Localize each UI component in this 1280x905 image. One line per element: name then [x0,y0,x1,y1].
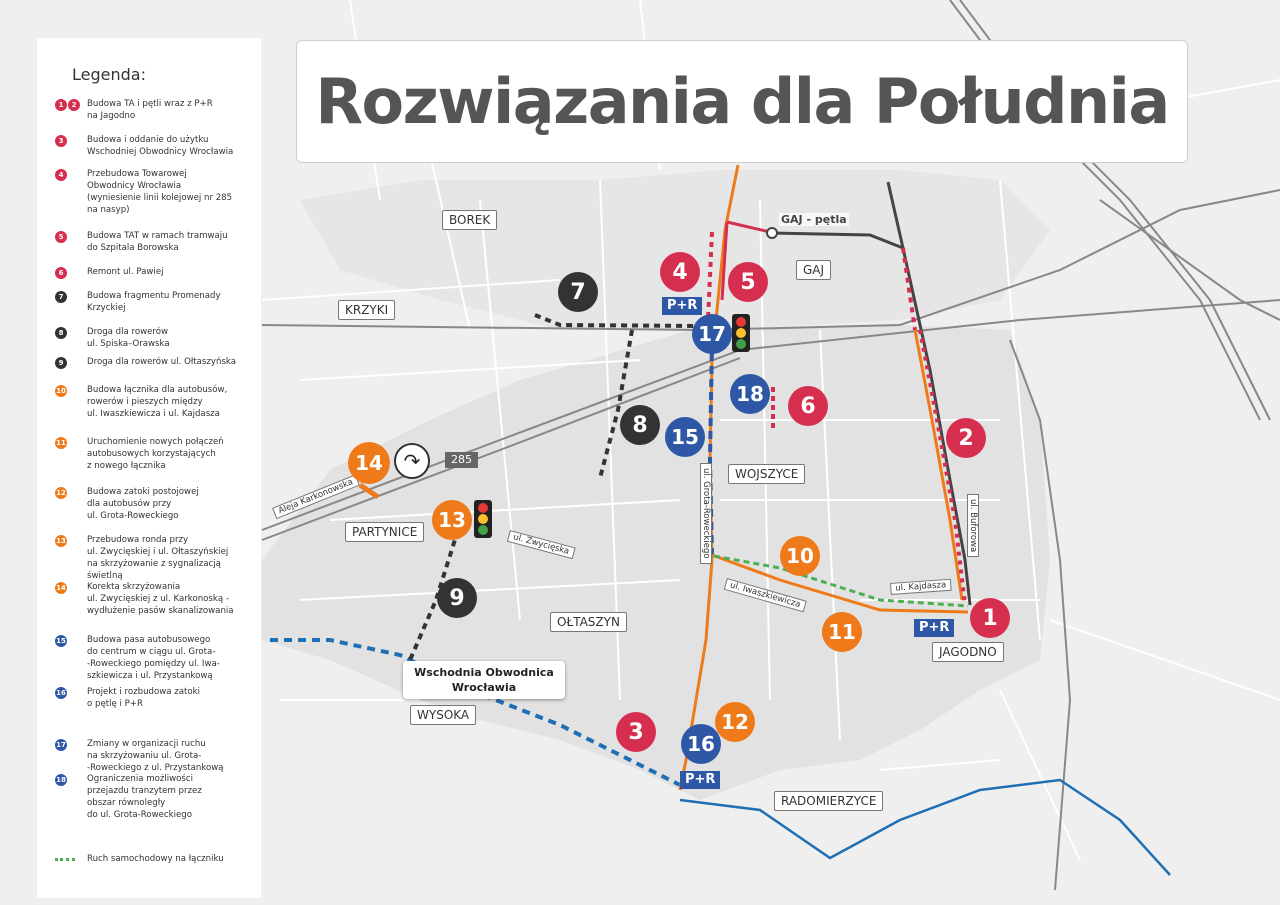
legend-badge-12: 12 [55,487,67,499]
legend-text: Przebudowa ronda przy ul. Zwycięskiej i ul. Ołtaszyńskiej na skrzyżowanie z sygnalizacją świetlną [87,535,229,581]
legend-text: Ograniczenia możliwości przejazdu tranzytem przez obszar równoległy do ul. Grota-Roweckiego [87,774,202,820]
legend-text: Budowa pasa autobusowego do centrum w ciągu ul. Grota- -Roweckiego pomiędzy ul. Iwa- szkiewicza i ul. Przystankową [87,635,220,681]
legend-badge-2: 2 [68,99,80,111]
marker-3: 3 [616,712,656,752]
marker-4: 4 [660,252,700,292]
street-grota: ul. Grota-Roweckiego [700,463,712,564]
place-borek: BOREK [442,210,497,230]
marker-13: 13 [432,500,472,540]
marker-12: 12 [715,702,755,742]
legend-text: Droga dla rowerów ul. Spiska–Orawska [87,327,170,349]
legend-badges [55,581,87,594]
legend-badge-16: 16 [55,687,67,699]
legend-badges [55,384,87,397]
place-radomierzyce: RADOMIERZYCE [774,791,883,811]
place-partynice: PARTYNICE [345,522,424,542]
legend-badges [55,326,87,339]
marker-10: 10 [780,536,820,576]
legend-item-7 [55,290,255,314]
legend-text: Budowa TAT w ramach tramwaju do Szpitala Borowska [87,231,228,253]
legend-badge-11: 11 [55,437,67,449]
legend-badge-9: 9 [55,357,67,369]
legend-badge-4: 4 [55,169,67,181]
marker-1: 1 [970,598,1010,638]
legend-badge-5: 5 [55,231,67,243]
pr-label-grota: P+R [680,771,720,789]
street-zwycieska: ul. Zwycięska [507,530,575,559]
legend-green-text: Ruch samochodowy na łączniku [87,854,224,864]
marker-15: 15 [665,417,705,457]
legend-text: Uruchomienie nowych połączeń autobusowych korzystających z nowego łącznika [87,437,224,471]
legend-item-8 [55,326,255,350]
legend-badges [55,356,87,369]
legend-text: Budowa zatoki postojowej dla autobusów przy ul. Grota-Roweckiego [87,487,199,521]
legend-badges [55,686,87,699]
legend-badges [55,738,87,751]
marker-18: 18 [730,374,770,414]
legend-panel [37,38,261,898]
legend-item-3 [55,134,255,158]
legend-item-15 [55,634,255,682]
legend-badge-15: 15 [55,635,67,647]
legend-text: Projekt i rozbudowa zatoki o pętlę i P+R [87,687,201,709]
legend-text: Droga dla rowerów ul. Ołtaszyńska [87,357,237,367]
title-box [296,40,1188,163]
legend-badges [55,534,87,547]
street-iwaszkiewicza: ul. Iwaszkiewicza [724,578,807,612]
legend-item-12 [55,486,255,522]
legend-badge-8: 8 [55,327,67,339]
green-dash-sample [55,858,75,861]
legend-badges [55,168,87,181]
legend-badges [55,266,87,279]
legend-item-18 [55,773,255,821]
legend-text: Zmiany w organizacji ruchu na skrzyżowaniu ul. Grota- -Roweckiego z ul. Przystankową [87,739,224,773]
legend-badges [55,486,87,499]
turn-right-icon: ↷ [394,443,430,479]
legend-badges [55,134,87,147]
street-karkonoska: Aleja Karkonowska [272,474,360,519]
legend-badge-14: 14 [55,582,67,594]
place-krzyki: KRZYKI [338,300,395,320]
legend-item-green-line [55,853,255,865]
road-number-badge: 285 [445,452,478,468]
marker-9: 9 [437,578,477,618]
legend-badges [55,98,87,111]
marker-14: 14 [348,442,390,484]
legend-text: Budowa fragmentu Promenady Krzyckiej [87,291,221,313]
legend-text: Budowa łącznika dla autobusów, rowerów i pieszych między ul. Iwaszkiewicza i ul. Kajdasza [87,385,228,419]
marker-2: 2 [946,418,986,458]
legend-title: Legenda: [72,65,146,84]
marker-17: 17 [692,314,732,354]
marker-6: 6 [788,386,828,426]
legend-badge-3: 3 [55,135,67,147]
legend-badge-7: 7 [55,291,67,303]
street-kajdasza: ul. Kajdasza [890,579,952,595]
legend-item-16 [55,686,255,710]
place-gaj: GAJ [796,260,831,280]
place-jagodno: JAGODNO [932,642,1004,662]
legend-badges [55,436,87,449]
legend-item-17 [55,738,255,774]
traffic-light-icon-17 [732,314,750,352]
legend-badge-17: 17 [55,739,67,751]
gaj-loop-label: GAJ - pętla [781,213,847,226]
wow-label [403,661,565,699]
legend-item-13 [55,534,255,582]
wow-label-text: Wschodnia Obwodnica Wrocławia [414,666,554,694]
place-oltaszyn: OŁTASZYN [550,612,627,632]
marker-11: 11 [822,612,862,652]
pr-label-gaj: P+R [662,297,702,315]
legend-badges [55,773,87,786]
legend-badge-1: 1 [55,99,67,111]
place-wysoka: WYSOKA [410,705,476,725]
marker-16: 16 [681,724,721,764]
legend-text: Budowa i oddanie do użytku Wschodniej Obwodnicy Wrocławia [87,135,234,157]
legend-badge-10: 10 [55,385,67,397]
legend-badge-6: 6 [55,267,67,279]
legend-badges [55,230,87,243]
legend-text: Budowa TA i pętli wraz z P+R na Jagodno [87,99,213,121]
marker-8: 8 [620,405,660,445]
pr-label-jagodno: P+R [914,619,954,637]
page-title: Rozwiązania dla Południa [315,65,1169,138]
street-buforowa: ul. Buforowa [967,494,979,557]
legend-text: Korekta skrzyżowania ul. Zwycięskiej z ul. Karkonoską - wydłużenie pasów skanalizowania [87,582,234,616]
legend-item-5 [55,230,255,254]
traffic-light-icon-13 [474,500,492,538]
legend-badges [55,290,87,303]
marker-5: 5 [728,262,768,302]
legend-item-1-2 [55,98,255,122]
place-wojszyce: WOJSZYCE [728,464,805,484]
legend-item-14 [55,581,255,617]
legend-badges [55,634,87,647]
legend-text: Przebudowa Towarowej Obwodnicy Wrocławia (wyniesienie linii kolejowej nr 285 na nasyp) [87,169,233,215]
legend-item-11 [55,436,255,472]
legend-item-9 [55,356,255,369]
legend-text: Remont ul. Pawiej [87,267,164,277]
legend-badge-18: 18 [55,774,67,786]
legend-badge-13: 13 [55,535,67,547]
legend-item-10 [55,384,255,420]
marker-7: 7 [558,272,598,312]
legend-item-6 [55,266,255,279]
legend-item-4 [55,168,255,216]
